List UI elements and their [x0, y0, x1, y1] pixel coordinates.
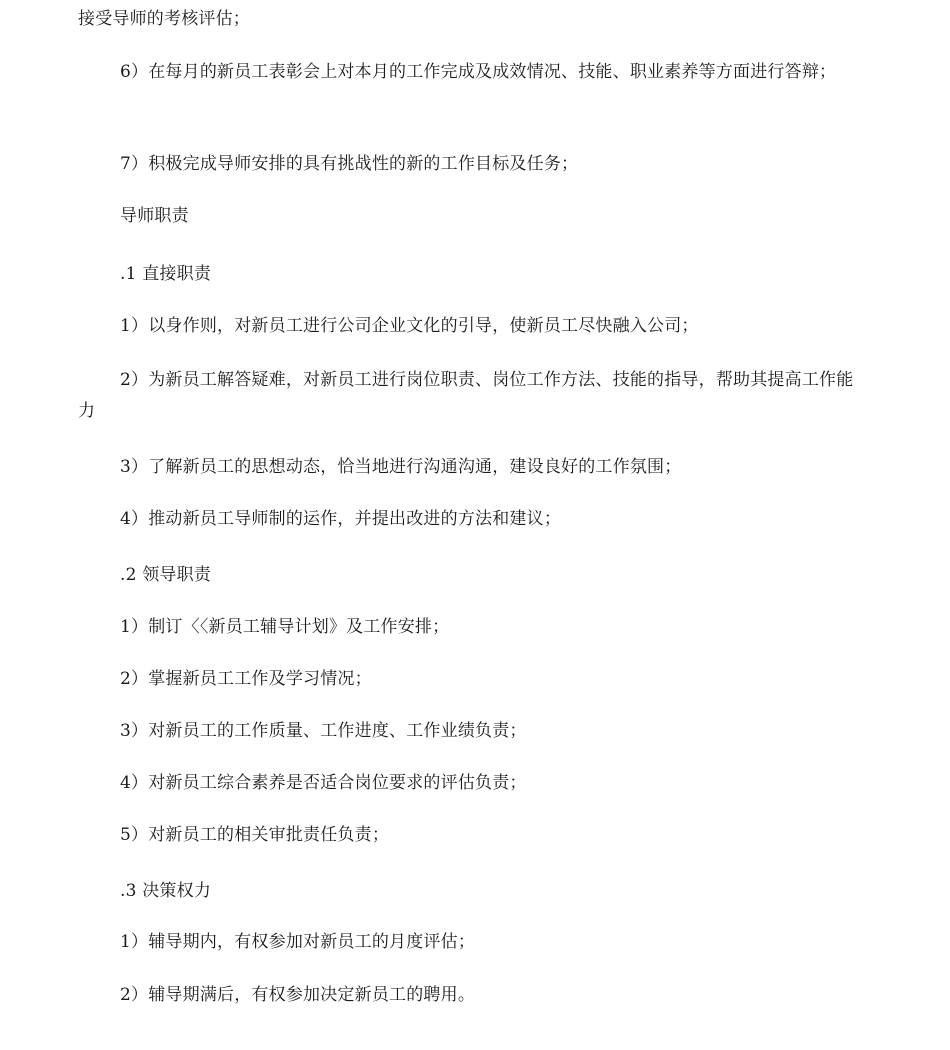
paragraph-leadership-3: 3）对新员工的工作质量、工作进度、工作业绩负责；	[120, 721, 527, 741]
paragraph-decision-2: 2）辅导期满后，有权参加决定新员工的聘用。	[120, 985, 476, 1005]
paragraph-decision-1: 1）辅导期内，有权参加对新员工的月度评估；	[120, 932, 476, 952]
paragraph-direct-2: 2）为新员工解答疑难，对新员工进行岗位职责、岗位工作方法、技能的指导，帮助其提高工作能力	[78, 370, 854, 421]
paragraph-direct-4: 4）推动新员工导师制的运作，并提出改进的方法和建议；	[120, 509, 562, 529]
section-heading-mentor-duties: 导师职责	[120, 206, 189, 226]
paragraph-leadership-5: 5）对新员工的相关审批责任负责；	[120, 825, 390, 845]
subsection-heading-direct-duties: .1 直接职责	[120, 264, 212, 284]
paragraph-leadership-4: 4）对新员工综合素养是否适合岗位要求的评估负责；	[120, 773, 527, 793]
subsection-heading-leadership-duties: .2 领导职责	[120, 565, 212, 585]
paragraph-item-7: 7）积极完成导师安排的具有挑战性的新的工作目标及任务；	[120, 154, 579, 174]
paragraph-leadership-2: 2）掌握新员工工作及学习情况；	[120, 669, 372, 689]
paragraph-leadership-1: 1）制订〈〈新员工辅导计划》及工作安排；	[120, 617, 450, 637]
subsection-heading-decision-power: .3 决策权力	[120, 881, 212, 901]
paragraph-item-6: 6）在每月的新员工表彰会上对本月的工作完成及成效情况、技能、职业素养等方面进行答辩；	[120, 62, 837, 82]
paragraph-direct-1: 1）以身作则，对新员工进行公司企业文化的引导，使新员工尽快融入公司；	[120, 316, 699, 336]
paragraph-continuation: 接受导师的考核评估；	[78, 9, 250, 29]
paragraph-direct-3: 3）了解新员工的思想动态，恰当地进行沟通沟通，建设良好的工作氛围；	[120, 457, 682, 477]
